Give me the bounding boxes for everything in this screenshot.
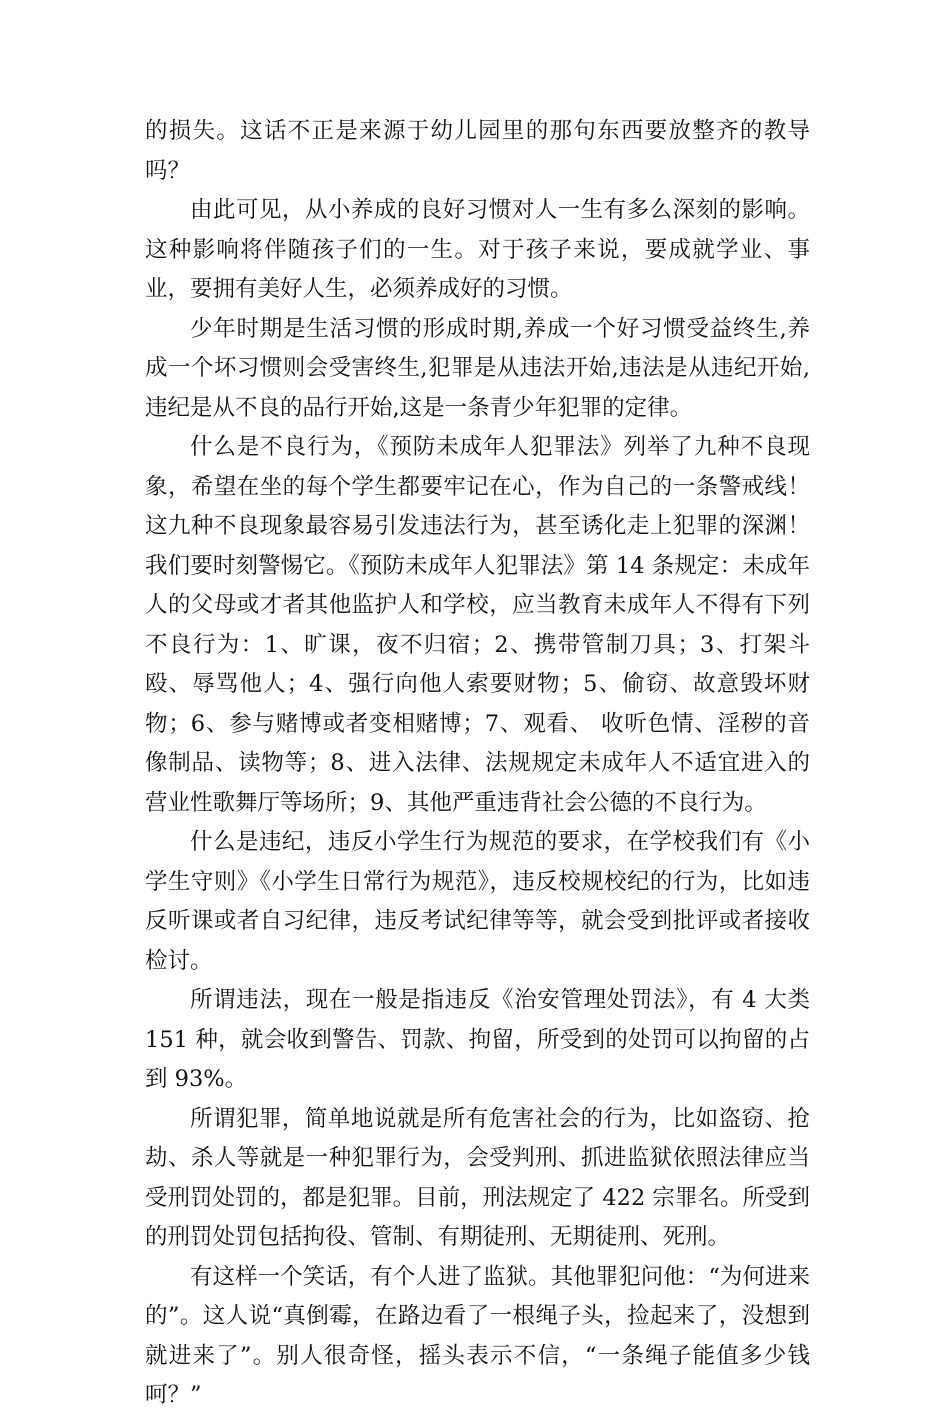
document-body [145,112,810,1416]
paragraph-law-violation: 所谓违法，现在一般是指违反《治安管理处罚法》，有 4 大类 151 种，就会收到警告、罚款、拘留，所受到的处罚可以拘留的占到 93%。 [145,987,810,1092]
paragraph-continuation: 的损失。这话不正是来源于幼儿园里的那句东西要放整齐的教导吗？ [145,118,810,184]
paragraph-discipline-violation: 什么是违纪，违反小学生行为规范的要求，在学校我们有《小学生守则》《小学生日常行为规范》，违反校规校纪的行为，比如违反听课或者自习纪律，违反考试纪律等等，就会受到批评或者接收检讨。 [145,829,810,974]
paragraph-bad-behaviors: 什么是不良行为，《预防未成年人犯罪法》列举了九种不良现象，希望在坐的每个学生都要牢记在心，作为自己的一条警戒线！这九种不良现象最容易引发违法行为，甚至诱化走上犯罪的深渊！我们要时刻警惕它。《预防未成年人犯罪法》第 14 条规定：未成年人的父母或才者其他监护人和学校，应当教育未成年人不得有下列不良行为：1、旷课，夜不归宿；2、携带管制刀具；3、打架斗殴、辱骂他人；4、强行向他人索要财物；5、偷窃、故意毁坏财物；6、参与赌博或者变相赌博；7、观看、 收听色情、淫秽的音像制品、读物等；8、进入法律、法规规定未成年人不适宜进入的营业性歌舞厅等场所；9、其他严重违背社会公德的不良行为。 [145,434,810,816]
paragraph-crime: 所谓犯罪，简单地说就是所有危害社会的行为，比如盗窃、抢劫、杀人等就是一种犯罪行为，会受判刑、抓进监狱依照法律应当受刑罚处罚的，都是犯罪。目前，刑法规定了 422 宗罪名。所受到的刑罚处罚包括拘役、管制、有期徒刑、无期徒刑、死刑。 [145,1105,810,1250]
paragraph-joke: 有这样一个笑话，有个人进了监狱。其他罪犯问他：“为何进来的”。这人说“真倒霉，在路边看了一根绳子头，捡起来了，没想到就进来了”。别人很奇怪，摇头表示不信，“一条绳子能值多少钱呵？” [145,1263,810,1408]
paragraph-youth-habits: 少年时期是生活习惯的形成时期,养成一个好习惯受益终生,养成一个坏习惯则会受害终生,犯罪是从违法开始,违法是从违纪开始,违纪是从不良的品行开始,这是一条青少年犯罪的定律。 [145,315,810,421]
paragraph-habits-influence: 由此可见，从小养成的良好习惯对人一生有多么深刻的影响。这种影响将伴随孩子们的一生。对于孩子来说，要成就学业、事业，要拥有美好人生，必须养成好的习惯。 [145,197,810,302]
